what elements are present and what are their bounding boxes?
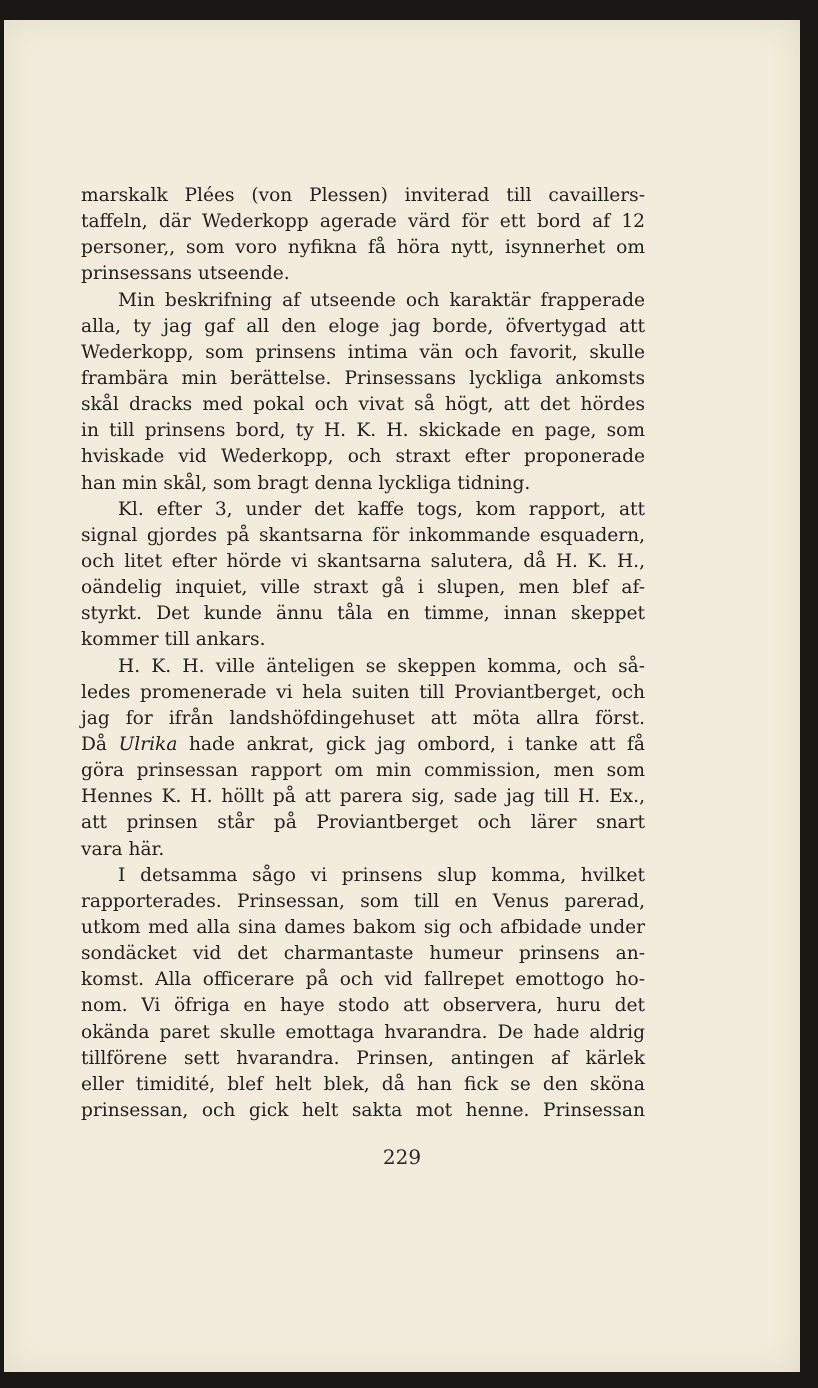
text-line: sondäcket vid det charmantaste humeur prinsens an- xyxy=(81,943,645,965)
text-line: in till prinsens bord, ty H. K. H. skickade en page, som xyxy=(81,420,645,442)
text-line: hviskade vid Wederkopp, och straxt efter proponerade xyxy=(81,446,645,468)
text-line: han min skål, som bragt denna lyckliga tidning. xyxy=(81,472,531,494)
text-line: taffeln, där Wederkopp agerade värd för ett bord af 12 xyxy=(81,211,645,233)
text-line: tillförene sett hvarandra. Prinsen, antingen af kärlek xyxy=(81,1047,645,1069)
text-line: Min beskrifning af utseende och karaktär frapperade xyxy=(118,289,645,311)
text-line: Kl. efter 3, under det kaffe togs, kom rapport, att xyxy=(118,498,645,520)
text-line: prinsessans utseende. xyxy=(81,263,290,285)
text-line: göra prinsessan rapport om min commission, men som xyxy=(81,760,645,782)
body-text xyxy=(81,183,645,1124)
text-line: alla, ty jag gaf all den eloge jag borde, öfvertygad att xyxy=(81,315,645,337)
text-line: skål dracks med pokal och vivat så högt, att det hördes xyxy=(81,394,645,416)
text-line: Hennes K. H. höllt på att parera sig, sade jag till H. Ex., xyxy=(81,786,645,808)
text-line: eller timidité, blef helt blek, då han fick se den sköna xyxy=(81,1073,645,1095)
text-line: personer,, som voro nyfikna få höra nytt, isynnerhet om xyxy=(81,237,645,259)
scan-bottom-edge xyxy=(0,1372,818,1388)
text-line: vara här. xyxy=(81,838,165,860)
text-line: komst. Alla officerare på och vid fallrepet emottogo ho- xyxy=(81,969,645,991)
text-line: styrkt. Det kunde ännu tåla en timme, innan skeppet xyxy=(81,603,645,625)
text-line: att prinsen står på Proviantberget och lärer snart xyxy=(81,812,645,834)
page-number: 229 xyxy=(382,1145,422,1169)
book-page xyxy=(4,20,800,1372)
text-line: nom. Vi öfriga en haye stodo att observera, huru det xyxy=(81,995,645,1017)
text-line: Då Ulrika hade ankrat, gick jag ombord, i tanke att få xyxy=(81,733,646,755)
text-line: jag for ifrån landshöfdingehuset att möta allra först. xyxy=(81,707,645,729)
text-line: H. K. H. ville änteligen se skeppen komma, och så- xyxy=(118,655,645,677)
text-line: marskalk Plées (von Plessen) inviterad till cavaillers- xyxy=(81,185,645,206)
text-line: kommer till ankars. xyxy=(81,629,266,651)
text-line: ledes promenerade vi hela suiten till Proviantberget, och xyxy=(81,681,645,703)
text-line: utkom med alla sina dames bakom sig och afbidade under xyxy=(81,916,645,938)
text-line: oändelig inquiet, ville straxt gå i slupen, men blef af- xyxy=(81,577,645,599)
text-line: prinsessan, och gick helt sakta mot henne. Prinsessan xyxy=(81,1099,645,1121)
text-line: I detsamma sågo vi prinsens slup komma, hvilket xyxy=(118,864,645,886)
text-line: frambära min berättelse. Prinsessans lyckliga ankomsts xyxy=(81,367,645,389)
text-line: rapporterades. Prinsessan, som till en Venus parerad, xyxy=(81,890,645,912)
text-line: Wederkopp, som prinsens intima vän och favorit, skulle xyxy=(81,341,645,363)
text-line: signal gjordes på skantsarna för inkommande esquadern, xyxy=(81,524,645,546)
text-line: och litet efter hörde vi skantsarna salutera, då H. K. H., xyxy=(81,550,645,572)
ship-name-italic: Ulrika xyxy=(118,733,178,755)
text-line: okända paret skulle emottaga hvarandra. De hade aldrig xyxy=(81,1021,645,1043)
